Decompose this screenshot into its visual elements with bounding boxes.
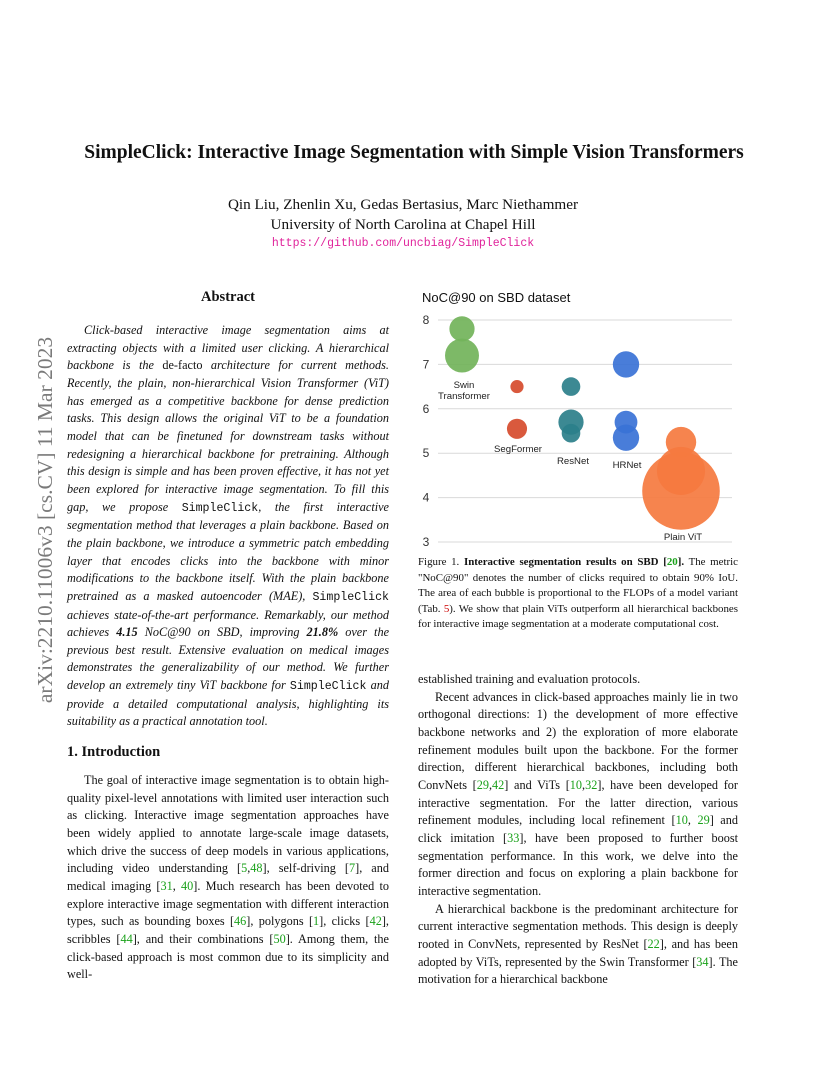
citation[interactable]: 50 [273, 931, 286, 946]
citation[interactable]: 42 [492, 777, 505, 792]
citation[interactable]: 42 [369, 914, 382, 929]
citation[interactable]: 1 [313, 914, 320, 929]
group-label: SegFormer [494, 444, 542, 455]
method-name: SimpleClick [181, 501, 259, 515]
group-label: ResNet [557, 456, 589, 467]
abstract-body [67, 322, 389, 731]
caption-bold-text: Interactive segmentation results on SBD [ [463, 556, 667, 568]
abstract-text: Click-based interactive image segmentation aims at extracting objects with a limited user clicking. A hierarchical backbone is the [67, 323, 389, 373]
citation[interactable]: 31 [160, 878, 173, 893]
arxiv-side-identifier [22, 280, 62, 760]
citation[interactable]: 29 [476, 777, 489, 792]
citation[interactable]: 22 [647, 936, 660, 951]
intro-text: ], polygons [ [246, 914, 314, 929]
intro-text: ]. Much research has been devoted to explore interactive image segmentation with different interaction types, such as bounding boxes [ [67, 878, 390, 929]
citation[interactable]: 34 [696, 954, 709, 969]
right-column-body: established training and evaluation protocols. Recent advances in click-based approaches mainly lie in two orthogonal directions: 1) the development of more effective backbone networks and 2) the exploration of more elaborate refinement modules built upon the backbone. For the former direction, different hierarchical backbones, including both ConvNets [29,42] and ViTs [10,32], have been developed for interactive segmentation. For the latter direction, various refinement modules, including local refinement [10, 29] and click imitation [33], have been proposed to further boost segmentation performance. In this work, we delve into the former direction and focus on exploring a plain backbone for interactive segmentation. A hierarchical backbone is the predominant architecture for current interactive segmentation methods. This design is deeply rooted in ConvNets, represented by ResNet [22], and has been adopted by ViTs, represented by the Swin Transformer [34]. The motivation for a hierarchical backbone [418, 672, 739, 987]
method-name: SimpleClick [312, 590, 389, 604]
bubble-point [562, 424, 581, 443]
caption-bold [464, 556, 684, 568]
citation[interactable]: 7 [348, 861, 356, 876]
bubble-point [666, 427, 696, 457]
caption-text: ). We show that plain ViTs outperform all hierarchical backbones for interactive image segmentation at a moderate computational cost. [418, 602, 738, 630]
bubble-point [445, 339, 479, 373]
intro-text: ], scribbles [ [67, 914, 389, 946]
intro-text: ], clicks [ [319, 914, 370, 929]
abstract-heading: Abstract [201, 289, 255, 305]
repo-link[interactable]: https://github.com/uncbiag/SimpleClick [271, 237, 535, 250]
intro-text: ], and medical imaging [ [67, 861, 389, 893]
abstract-defacto: de-facto [162, 358, 203, 373]
bubble-point [510, 380, 523, 393]
group-label: Swin [453, 380, 475, 391]
group-label: HRNet [612, 460, 642, 471]
arxiv-side-identifier-svg [22, 280, 62, 760]
caption-label: Figure 1. [418, 556, 464, 568]
affiliation: University of North Carolina at Chapel Hill [270, 216, 536, 233]
intro-text: ], and their combinations [ [132, 931, 274, 946]
figure-caption [418, 555, 738, 633]
right-text: ] and click imitation [ [418, 813, 738, 845]
abstract-text: and provide a detailed computational analysis, highlighting its suitability as a practical annotation tool. [67, 678, 389, 729]
author-block [0, 195, 806, 235]
citation[interactable]: 5 [241, 861, 248, 876]
bubble-point [449, 316, 474, 341]
abstract-text: NoC@90 on SBD, improving [137, 625, 307, 640]
right-text: Recent advances in click-based approaches mainly lie in two orthogonal directions: 1) the development of more effective backbone networks and 2) the exploration of more elaborate refinement modules built upon the backbone. For the former direction, different hierarchical backbones, including both ConvNets [ [418, 689, 738, 792]
citation[interactable]: 40 [181, 878, 194, 893]
intro-text: The goal of interactive image segmentation is to obtain high-quality pixel-level annotations with limited user interaction such as clicking. Interactive image segmentation approaches have been widely applied to annotate large-scale image datasets, which drive the success of deep models in various applications, including video understanding [ [67, 773, 389, 876]
y-tick-label: 3 [422, 535, 430, 549]
group-label: Transformer [438, 391, 490, 402]
author-names: Qin Liu, Zhenlin Xu, Gedas Bertasius, Marc Niethammer [227, 196, 579, 213]
abstract-highlight: 21.8% [306, 625, 339, 640]
abstract-text: over the previous best result. Extensive evaluation on medical images demonstrates the generalizability of our method. We further develop an extremely tiny ViT backbone for [67, 625, 390, 693]
paper-title: SimpleClick: Interactive Image Segmentation with Simple Vision Transformers [84, 142, 744, 163]
right-text: ], have been developed for interactive segmentation. For the latter direction, various refinement modules, including local refinement [ [418, 777, 738, 828]
y-tick-label: 4 [422, 490, 430, 505]
right-text: A hierarchical backbone is the predominant architecture for current interactive segmentation methods. This design is deeply rooted in ConvNets, represented by ResNet [ [418, 901, 738, 951]
right-text: ] and ViTs [ [504, 777, 570, 792]
bubble-point [562, 377, 581, 396]
citation[interactable]: 48 [250, 861, 263, 876]
bubble-point [615, 411, 638, 434]
introduction-body: The goal of interactive image segmentation is to obtain high-quality pixel-level annotations with limited user interaction such as clicking. Interactive image segmentation approaches have been widely applied to annotate large-scale image datasets, which drive the success of deep models in various applications, including video understanding [5,48], self-driving [7], and medical imaging [31, 40]. Much research has been devoted to explore interactive image segmentation with different interaction types, such as bounding boxes [46], polygons [1], clicks [42], scribbles [44], and their combinations [50]. Among them, the click-based approach is most common due to its simplicity and well- [67, 773, 390, 982]
citation[interactable]: 44 [120, 931, 133, 946]
method-name: SimpleClick [289, 680, 367, 694]
table-reference[interactable]: 5 [443, 602, 450, 615]
caption-text: The metric "NoC@90" denotes the number of clicks required to obtain 90% IoU. The area of each bubble is proportional to the FLOPs of a model variant (Tab. [418, 556, 739, 615]
chart-title: NoC@90 on SBD dataset [422, 290, 571, 305]
abstract-highlight: 4.15 [116, 625, 138, 640]
citation[interactable]: 46 [234, 914, 247, 929]
bubble-point [613, 351, 639, 377]
right-text: established training and evaluation protocols. [418, 672, 641, 686]
right-text: ], and has been adopted by ViTs, represented by the Swin Transformer [ [418, 936, 738, 969]
bubble-point [507, 419, 527, 439]
caption-bold-end: ]. [677, 556, 685, 568]
arxiv-identifier-text: arXiv:2210.11006v3 [cs.CV] 11 Mar 2023 [33, 336, 57, 704]
citation[interactable]: 32 [585, 777, 598, 792]
citation[interactable]: 10 [675, 813, 688, 828]
citation[interactable]: 33 [507, 830, 520, 845]
citation[interactable]: 20 [666, 556, 678, 568]
introduction-heading: 1. Introduction [67, 744, 161, 760]
intro-text: ]. Among them, the click-based approach is most common due to its simplicity and well- [67, 931, 389, 982]
y-tick-label: 6 [422, 401, 430, 416]
group-label: Plain ViT [663, 532, 703, 543]
y-tick-label: 8 [422, 313, 430, 327]
abstract-text: achieves state-of-the-art performance. Remarkably, our method achieves [67, 607, 389, 640]
y-tick-label: 7 [422, 357, 430, 372]
abstract-text: architecture for current methods. Recently, the plain, non-hierarchical Vision Transformer (ViT) has emerged as a competitive backbone for dense prediction tasks. This design allows the original ViT to be a foundation model that can be finetuned for downstream tasks without redesigning a hierarchical backbone for pretraining. Although this design is simple and has been proven effective, it has not yet been explored for interactive image segmentation. To fill this gap, we propose [67, 358, 389, 514]
citation[interactable]: 10 [569, 777, 583, 792]
intro-text: ], self-driving [ [262, 861, 349, 876]
abstract-text: , the first interactive segmentation method that leverages a plain backbone. Based on the plain backbone, we introduce a symmetric patch embedding layer that encodes clicks into the backbone with minor modifications to the backbone itself. With the plain backbone pretrained as a masked autoencoder (MAE), [67, 499, 389, 603]
bubble-chart [412, 306, 742, 554]
right-text: ]. The motivation for a hierarchical backbone [418, 954, 738, 987]
y-tick-label: 5 [422, 446, 430, 461]
citation[interactable]: 29 [697, 813, 710, 828]
right-text: ], have been proposed to further boost segmentation performance. In this work, we delve into the former direction and focus on exploring a plain backbone for interactive segmentation. [418, 830, 739, 898]
